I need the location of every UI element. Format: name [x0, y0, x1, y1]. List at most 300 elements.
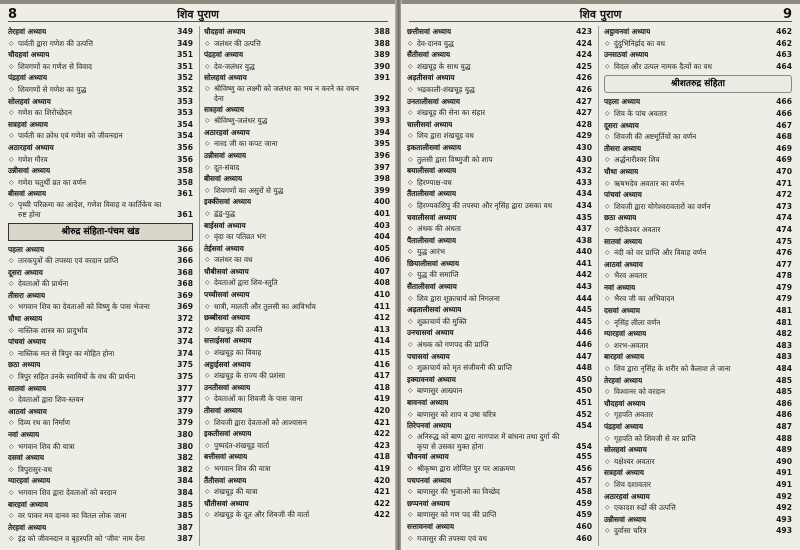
chapter-topic-row [604, 502, 792, 514]
chapter-heading-row [407, 49, 592, 61]
chapter-title: बयालीसवां अध्याय [407, 166, 457, 176]
topic-title: हिरण्याक्ष-वध [417, 177, 452, 187]
chapter-topic-row [407, 269, 592, 281]
chapter-title: बावनवां अध्याय [407, 398, 449, 407]
page-ref: 385 [177, 499, 193, 509]
page-ref: 403 [374, 220, 390, 230]
chapter-title: सत्रहवां अध्याय [204, 104, 244, 114]
chapter-heading-row [8, 26, 193, 38]
chapter-topic-row [604, 270, 792, 282]
chapter-title: सातवां अध्याय [604, 236, 643, 246]
chapter-heading-row [8, 188, 193, 200]
chapter-heading-row [604, 259, 792, 271]
chapter-title: छठा अध्याय [8, 360, 41, 370]
page-ref: 384 [177, 487, 193, 497]
page-ref: 380 [177, 441, 193, 451]
page-ref: 388 [374, 27, 390, 36]
chapter-heading-row [204, 498, 390, 510]
toc-column [407, 26, 592, 544]
topic-title: अनिरुद्ध को बाण द्वारा नागपाश में बांधना तथा दुर्गा की कृपा से उसका मुक्त होना [417, 431, 560, 451]
chapter-topic-row [407, 339, 592, 351]
chapter-topic-row [604, 61, 792, 73]
page-ref: 391 [374, 73, 390, 83]
chapter-topic-row [407, 246, 592, 258]
chapter-title: दूसरा अध्याय [604, 120, 639, 130]
topic-title: तुलसी द्वारा विष्णुजी को शाप [417, 154, 493, 164]
chapter-title: पांचवां अध्याय [8, 337, 46, 347]
chapter-title: पचपनवां अध्याय [407, 475, 452, 485]
chapter-title: तैंतीसवां अध्याय [204, 475, 247, 485]
chapter-topic-row [604, 433, 792, 445]
topic-title: त्रिपुर सहित उनके स्वामियों के वध की प्रार्थना [18, 372, 136, 382]
page-ref: 427 [576, 108, 592, 118]
chapter-topic-row [8, 301, 193, 313]
chapter-title: आठवां अध्याय [604, 259, 643, 269]
toc-column [8, 26, 193, 545]
chapter-title: पंद्रहवां अध्याय [8, 73, 48, 83]
chapter-heading-row [407, 72, 592, 84]
chapter-heading-row [407, 327, 592, 339]
chapter-heading-row [204, 49, 390, 61]
chapter-title: तेरहवां अध्याय [8, 522, 47, 532]
topic-title: देवताओं का शिवजी के पास जाना [214, 394, 303, 404]
page-ref: 419 [374, 394, 390, 404]
topic-title: युद्ध की समाप्ति [417, 270, 459, 280]
chapter-title: चालीसवां अध्याय [407, 119, 453, 129]
chapter-title: तेईसवां अध्याय [204, 243, 244, 253]
page-ref: 447 [576, 351, 592, 361]
topic-title: दुर्वासा चरित्र [614, 526, 647, 536]
chapter-title: चौंतीसवां अध्याय [204, 498, 249, 508]
chapter-heading-row [204, 382, 390, 394]
page-ref: 468 [776, 132, 792, 142]
page-ref: 489 [776, 445, 792, 455]
page-ref: 396 [374, 150, 390, 160]
page-ref: 429 [576, 131, 592, 141]
chapter-heading-row [407, 281, 592, 293]
chapter-title: उनतीसवां अध्याय [204, 382, 251, 392]
page-ref: 452 [576, 409, 592, 419]
page-ref: 493 [776, 514, 792, 524]
page-ref: 430 [576, 154, 592, 164]
topic-title: वर पाकर मय दानव का वितल लोक जाना [18, 511, 127, 521]
page-ref: 377 [177, 383, 193, 393]
page-ref: 424 [576, 50, 592, 60]
page-ref: 349 [177, 38, 193, 48]
page-ref: 375 [177, 372, 193, 382]
chapter-topic-row [204, 486, 390, 498]
chapter-heading-row [604, 351, 792, 363]
chapter-topic-row [604, 409, 792, 421]
chapter-heading-row [604, 26, 792, 38]
chapter-title: सोलहवां अध्याय [8, 96, 51, 106]
chapter-title: चौवनवां अध्याय [407, 452, 449, 462]
chapter-topic-row [407, 177, 592, 189]
chapter-title: पंद्रहवां अध्याय [204, 50, 244, 60]
topic-title: शिव द्वारा नृसिंह के शरीर को कैलाश ले जाना [614, 364, 731, 374]
chapter-title: अड़तीसवां अध्याय [407, 73, 455, 83]
chapter-heading-row [604, 166, 792, 178]
chapter-title: अठारहवां अध्याय [8, 142, 54, 152]
page-ref: 425 [576, 61, 592, 71]
chapter-heading-row [407, 451, 592, 463]
topic-title: शंखचूड़ के साथ युद्ध [417, 61, 471, 71]
page-ref: 393 [374, 116, 390, 126]
chapter-topic-row [604, 317, 792, 329]
chapter-topic-row [8, 533, 193, 545]
chapter-topic-row [407, 432, 592, 452]
right-page [401, 4, 800, 550]
page-ref: 356 [177, 142, 193, 152]
chapter-title: पहला अध्याय [604, 97, 641, 107]
chapter-title: चौथा अध्याय [8, 314, 43, 324]
chapter-heading-row [407, 521, 592, 533]
page-ref: 454 [576, 441, 592, 451]
chapter-heading-row [604, 421, 792, 433]
chapter-heading-row [204, 173, 390, 185]
chapter-topic-row [407, 223, 592, 235]
page-ref: 352 [177, 73, 193, 83]
page-ref: 420 [374, 475, 390, 485]
page-ref: 440 [576, 247, 592, 257]
topic-title: पुष्पदंत-शंखचूड़ वार्ता [214, 440, 270, 450]
page-ref: 445 [576, 316, 592, 326]
topic-title: दिव्य रथ का निर्माण [18, 418, 71, 428]
chapter-topic-row [204, 417, 390, 429]
chapter-topic-row [604, 479, 792, 491]
chapter-topic-row [407, 362, 592, 374]
chapter-heading-row [8, 475, 193, 487]
chapter-topic-row [407, 130, 592, 142]
page-ref: 379 [177, 406, 193, 416]
page-ref: 358 [177, 177, 193, 187]
chapter-heading-row [407, 397, 592, 409]
chapter-topic-row [407, 409, 592, 421]
chapter-heading-row [407, 374, 592, 386]
page-ref: 475 [776, 236, 792, 246]
chapter-heading-row [204, 104, 390, 116]
chapter-topic-row [407, 154, 592, 166]
chapter-title: पैंतालीसवां अध्याय [407, 235, 457, 245]
topic-title: दुंदुभिनिर्ह्राद का वध [614, 38, 666, 48]
chapter-topic-row [407, 509, 592, 521]
chapter-title: सैंतालीसवां अध्याय [407, 282, 457, 292]
chapter-topic-row [8, 487, 193, 499]
page-ref: 485 [776, 375, 792, 385]
section-heading: श्रीरुद्र संहिता-पंचम खंड [8, 223, 193, 241]
page-ref: 463 [776, 50, 792, 60]
page-ref: 483 [776, 340, 792, 350]
page-ref: 356 [177, 154, 193, 164]
page-ref: 374 [177, 337, 193, 347]
page-ref: 411 [374, 301, 390, 311]
page-ref: 427 [576, 96, 592, 106]
chapter-title: चौदहवां अध्याय [604, 398, 646, 408]
page-ref: 437 [576, 224, 592, 234]
chapter-topic-row [604, 201, 792, 213]
page-ref: 457 [576, 475, 592, 485]
topic-title: देव-दानव युद्ध [417, 38, 454, 48]
page-ref: 444 [576, 293, 592, 303]
chapter-topic-row [407, 385, 592, 397]
topic-title: विदल और उत्पल नामक दैत्यों का वध [614, 61, 713, 71]
page-ref: 388 [374, 38, 390, 48]
chapter-title: अठारहवां अध्याय [204, 127, 250, 137]
page-ref: 488 [776, 433, 792, 443]
page-ref: 487 [776, 422, 792, 431]
page-ref: 462 [776, 27, 792, 36]
page-ref: 460 [576, 521, 592, 531]
chapter-title: चौथा अध्याय [604, 166, 639, 176]
topic-title: देवताओं की प्रार्थना [18, 279, 69, 289]
chapter-heading-row [407, 304, 592, 316]
chapter-heading-row [604, 514, 792, 526]
chapter-title: सातवां अध्याय [8, 383, 47, 393]
page-ref: 372 [177, 325, 193, 335]
topic-title: शरभ-अवतार [614, 340, 649, 350]
chapter-title: नवां अध्याय [8, 430, 40, 439]
chapter-topic-row [8, 464, 193, 476]
chapter-title: छठा अध्याय [604, 213, 637, 223]
page-ref: 455 [576, 452, 592, 462]
topic-title: शिवगणों का गणेश से विवाद [18, 61, 93, 71]
topic-title: देव-जलंधर युद्ध [214, 61, 255, 71]
chapter-topic-row [8, 84, 193, 96]
chapter-heading-row [604, 375, 792, 387]
chapter-title: अड़तालीसवां अध्याय [407, 305, 462, 315]
page-ref: 404 [374, 232, 390, 242]
page-ref: 423 [374, 440, 390, 450]
chapter-heading-row [8, 359, 193, 371]
page-ref: 476 [776, 248, 792, 258]
chapter-topic-row [407, 316, 592, 328]
topic-title: नंदी को वर प्राप्ति और विवाह वर्णन [614, 248, 707, 258]
chapter-topic-row [604, 178, 792, 190]
chapter-heading-row [8, 406, 193, 418]
chapter-heading-row [604, 305, 792, 317]
page-ref: 424 [576, 38, 592, 48]
page-ref: 415 [374, 348, 390, 358]
chapter-heading-row [204, 312, 390, 324]
page-ref: 450 [576, 386, 592, 396]
chapter-title: इक्कीसवां अध्याय [204, 197, 252, 207]
chapter-heading-row [204, 475, 390, 487]
page-ref: 380 [177, 430, 193, 439]
chapter-title: सत्ताईसवां अध्याय [204, 336, 252, 346]
page-ref: 493 [776, 526, 792, 536]
page-ref: 456 [576, 463, 592, 473]
chapter-topic-row [204, 301, 390, 313]
chapter-heading-row [8, 119, 193, 131]
page-ref: 466 [776, 97, 792, 107]
topic-title: भैरव जी का अभिवादन [614, 294, 675, 304]
topic-title: शुक्राचार्य को मृत संजीवनी की प्राप्ति [417, 363, 512, 373]
topic-title: विश्वानर को वरदान [614, 387, 666, 397]
page-ref: 379 [177, 418, 193, 428]
page-ref: 462 [776, 38, 792, 48]
chapter-heading-row [204, 150, 390, 162]
topic-title: नारद जी का कपट जाना [214, 139, 278, 149]
page-ref: 481 [776, 317, 792, 327]
chapter-title: अठारहवां अध्याय [604, 491, 650, 501]
topic-title: शुक्राचार्य की मुक्ति [417, 316, 467, 326]
chapter-topic-row [604, 293, 792, 305]
chapter-topic-row [407, 84, 592, 96]
page-ref: 395 [374, 139, 390, 149]
topic-title: शिव द्वारा शंखचूड़ वध [417, 131, 474, 141]
chapter-title: इक्यावनवां अध्याय [407, 374, 456, 384]
chapter-topic-row [8, 200, 193, 220]
column-divider [598, 26, 599, 546]
page-ref: 399 [374, 185, 390, 195]
toc-column [604, 26, 792, 537]
chapter-title: छब्बीसवां अध्याय [204, 313, 250, 323]
chapter-title: अट्ठाईसवां अध्याय [204, 359, 251, 369]
page-ref: 442 [576, 270, 592, 280]
page-ref: 422 [374, 429, 390, 439]
topic-title: अंधक को गणपद की प्राप्ति [417, 340, 489, 350]
page-ref: 353 [177, 108, 193, 118]
topic-title: पार्वती द्वारा गणेश की उत्पत्ति [18, 38, 94, 48]
chapter-heading-row [204, 289, 390, 301]
page-ref: 414 [374, 336, 390, 346]
page-ref: 459 [576, 510, 592, 520]
topic-title: भगवान शिव का देवताओं को विष्णु के पास भेजना [18, 302, 150, 312]
topic-title: शिव द्वारा शुक्राचार्य को निगलना [417, 293, 500, 303]
chapter-heading-row [204, 428, 390, 440]
chapter-heading-row [604, 398, 792, 410]
page-ref: 375 [177, 360, 193, 370]
chapter-heading-row [8, 165, 193, 177]
chapter-topic-row [407, 293, 592, 305]
chapter-title: छत्तीसवां अध्याय [407, 27, 452, 36]
chapter-title: चौदहवां अध्याय [8, 50, 50, 60]
chapter-heading-row [604, 189, 792, 201]
chapter-title: सत्तावनवां अध्याय [407, 521, 455, 531]
chapter-topic-row [8, 371, 193, 383]
chapter-title: छियालीसवां अध्याय [407, 258, 460, 268]
chapter-heading-row [407, 420, 592, 432]
chapter-heading-row [204, 335, 390, 347]
page-ref: 405 [374, 243, 390, 253]
page-ref: 412 [374, 313, 390, 323]
chapter-title: ग्यारहवां अध्याय [8, 476, 51, 486]
page-ref: 397 [374, 162, 390, 172]
topic-title: श्रीविष्णु का लक्ष्मी को जलंधर का भय न करने का वचन देना [214, 83, 359, 103]
topic-title: जलंधर का वध [214, 255, 253, 265]
chapter-title: दूसरा अध्याय [8, 267, 43, 277]
topic-title: शिव दशावतार [614, 479, 652, 489]
chapter-heading-row [204, 196, 390, 208]
topic-title: शिव के पांच अवतार [614, 108, 667, 118]
topic-title: यक्षेश्वर अवतार [614, 456, 655, 466]
chapter-topic-row [204, 162, 390, 174]
chapter-title: बारहवां अध्याय [604, 352, 645, 362]
topic-title: गृहपति अवतार [614, 410, 654, 420]
chapter-title: तेरहवां अध्याय [8, 27, 47, 36]
page-ref: 491 [776, 479, 792, 489]
chapter-topic-row [204, 231, 390, 243]
chapter-title: उनसठवां अध्याय [604, 50, 649, 60]
chapter-heading-row [604, 212, 792, 224]
chapter-topic-row [204, 208, 390, 220]
chapter-topic-row [204, 254, 390, 266]
topic-title: बाणासुर को गण पद की प्राप्ति [417, 510, 497, 520]
topic-title: शिवजी की अष्टमूर्तियों का वर्णन [614, 132, 697, 142]
topic-title: एकादश रुद्रों की उत्पत्ति [614, 503, 676, 513]
chapter-topic-row [407, 200, 592, 212]
chapter-topic-row [204, 185, 390, 197]
page-ref: 446 [576, 340, 592, 350]
chapter-heading-row [604, 467, 792, 479]
page-ref: 434 [576, 200, 592, 210]
page-ref: 377 [177, 395, 193, 405]
page-ref: 438 [576, 235, 592, 245]
chapter-heading-row [8, 383, 193, 395]
chapter-heading-row [407, 188, 592, 200]
chapter-heading-row [204, 451, 390, 463]
chapter-title: चवालीसवां अध्याय [407, 212, 457, 222]
page-ref: 421 [374, 417, 390, 427]
chapter-topic-row [8, 394, 193, 406]
page-ref: 448 [576, 363, 592, 373]
chapter-heading-row [204, 359, 390, 371]
chapter-title: दसवां अध्याय [8, 453, 44, 463]
page-ref: 420 [374, 406, 390, 415]
page-ref: 398 [374, 174, 390, 184]
chapter-title: उन्नीसवां अध्याय [204, 150, 247, 160]
chapter-heading-row [407, 119, 592, 131]
chapter-title: बत्तीसवां अध्याय [204, 452, 248, 462]
chapter-title: उन्नीसवां अध्याय [604, 514, 647, 524]
chapter-title: तीसरा अध्याय [604, 143, 642, 153]
page-ref: 372 [177, 314, 193, 324]
chapter-title: पच्चीसवां अध्याय [204, 290, 250, 300]
page-ref: 464 [776, 61, 792, 71]
page-ref: 385 [177, 511, 193, 521]
chapter-heading-row [604, 236, 792, 248]
topic-title: गणेश गौरव [18, 154, 48, 164]
page-ref: 361 [177, 209, 193, 219]
chapter-topic-row [8, 325, 193, 337]
page-ref: 445 [576, 305, 592, 315]
chapter-title: सत्रहवां अध्याय [604, 468, 644, 478]
page-ref: 467 [776, 120, 792, 130]
topic-title: शिवगणों का असुरों से युद्ध [214, 185, 284, 195]
topic-title: गजासुर की तपस्या एवं वध [417, 533, 488, 543]
topic-title: गृहपति को शिवजी से वर प्राप्ति [614, 433, 696, 443]
page-ref: 413 [374, 324, 390, 334]
topic-title: भगवान शिव की यात्रा [18, 441, 75, 451]
page-ref: 477 [776, 259, 792, 269]
topic-title: बाणासुर को शाप व उषा चरित्र [417, 409, 496, 419]
page-ref: 460 [576, 533, 592, 543]
page-ref: 434 [576, 189, 592, 199]
topic-title: युद्ध आरंभ [417, 247, 445, 257]
topic-title: शिवजी द्वारा योगेश्वरावतारों का वर्णन [614, 201, 711, 211]
topic-title: भगवान शिव द्वारा देवताओं को वरदान [18, 487, 117, 497]
page-ref: 484 [776, 364, 792, 374]
page-ref: 366 [177, 256, 193, 266]
left-page [0, 4, 396, 550]
page-ref: 492 [776, 503, 792, 513]
page-ref: 443 [576, 282, 592, 292]
chapter-title: उनचासवां अध्याय [407, 328, 454, 338]
chapter-heading-row [8, 72, 193, 84]
chapter-title: अट्ठावनवां अध्याय [604, 27, 651, 36]
chapter-heading-row [8, 313, 193, 325]
chapter-topic-row [8, 417, 193, 429]
